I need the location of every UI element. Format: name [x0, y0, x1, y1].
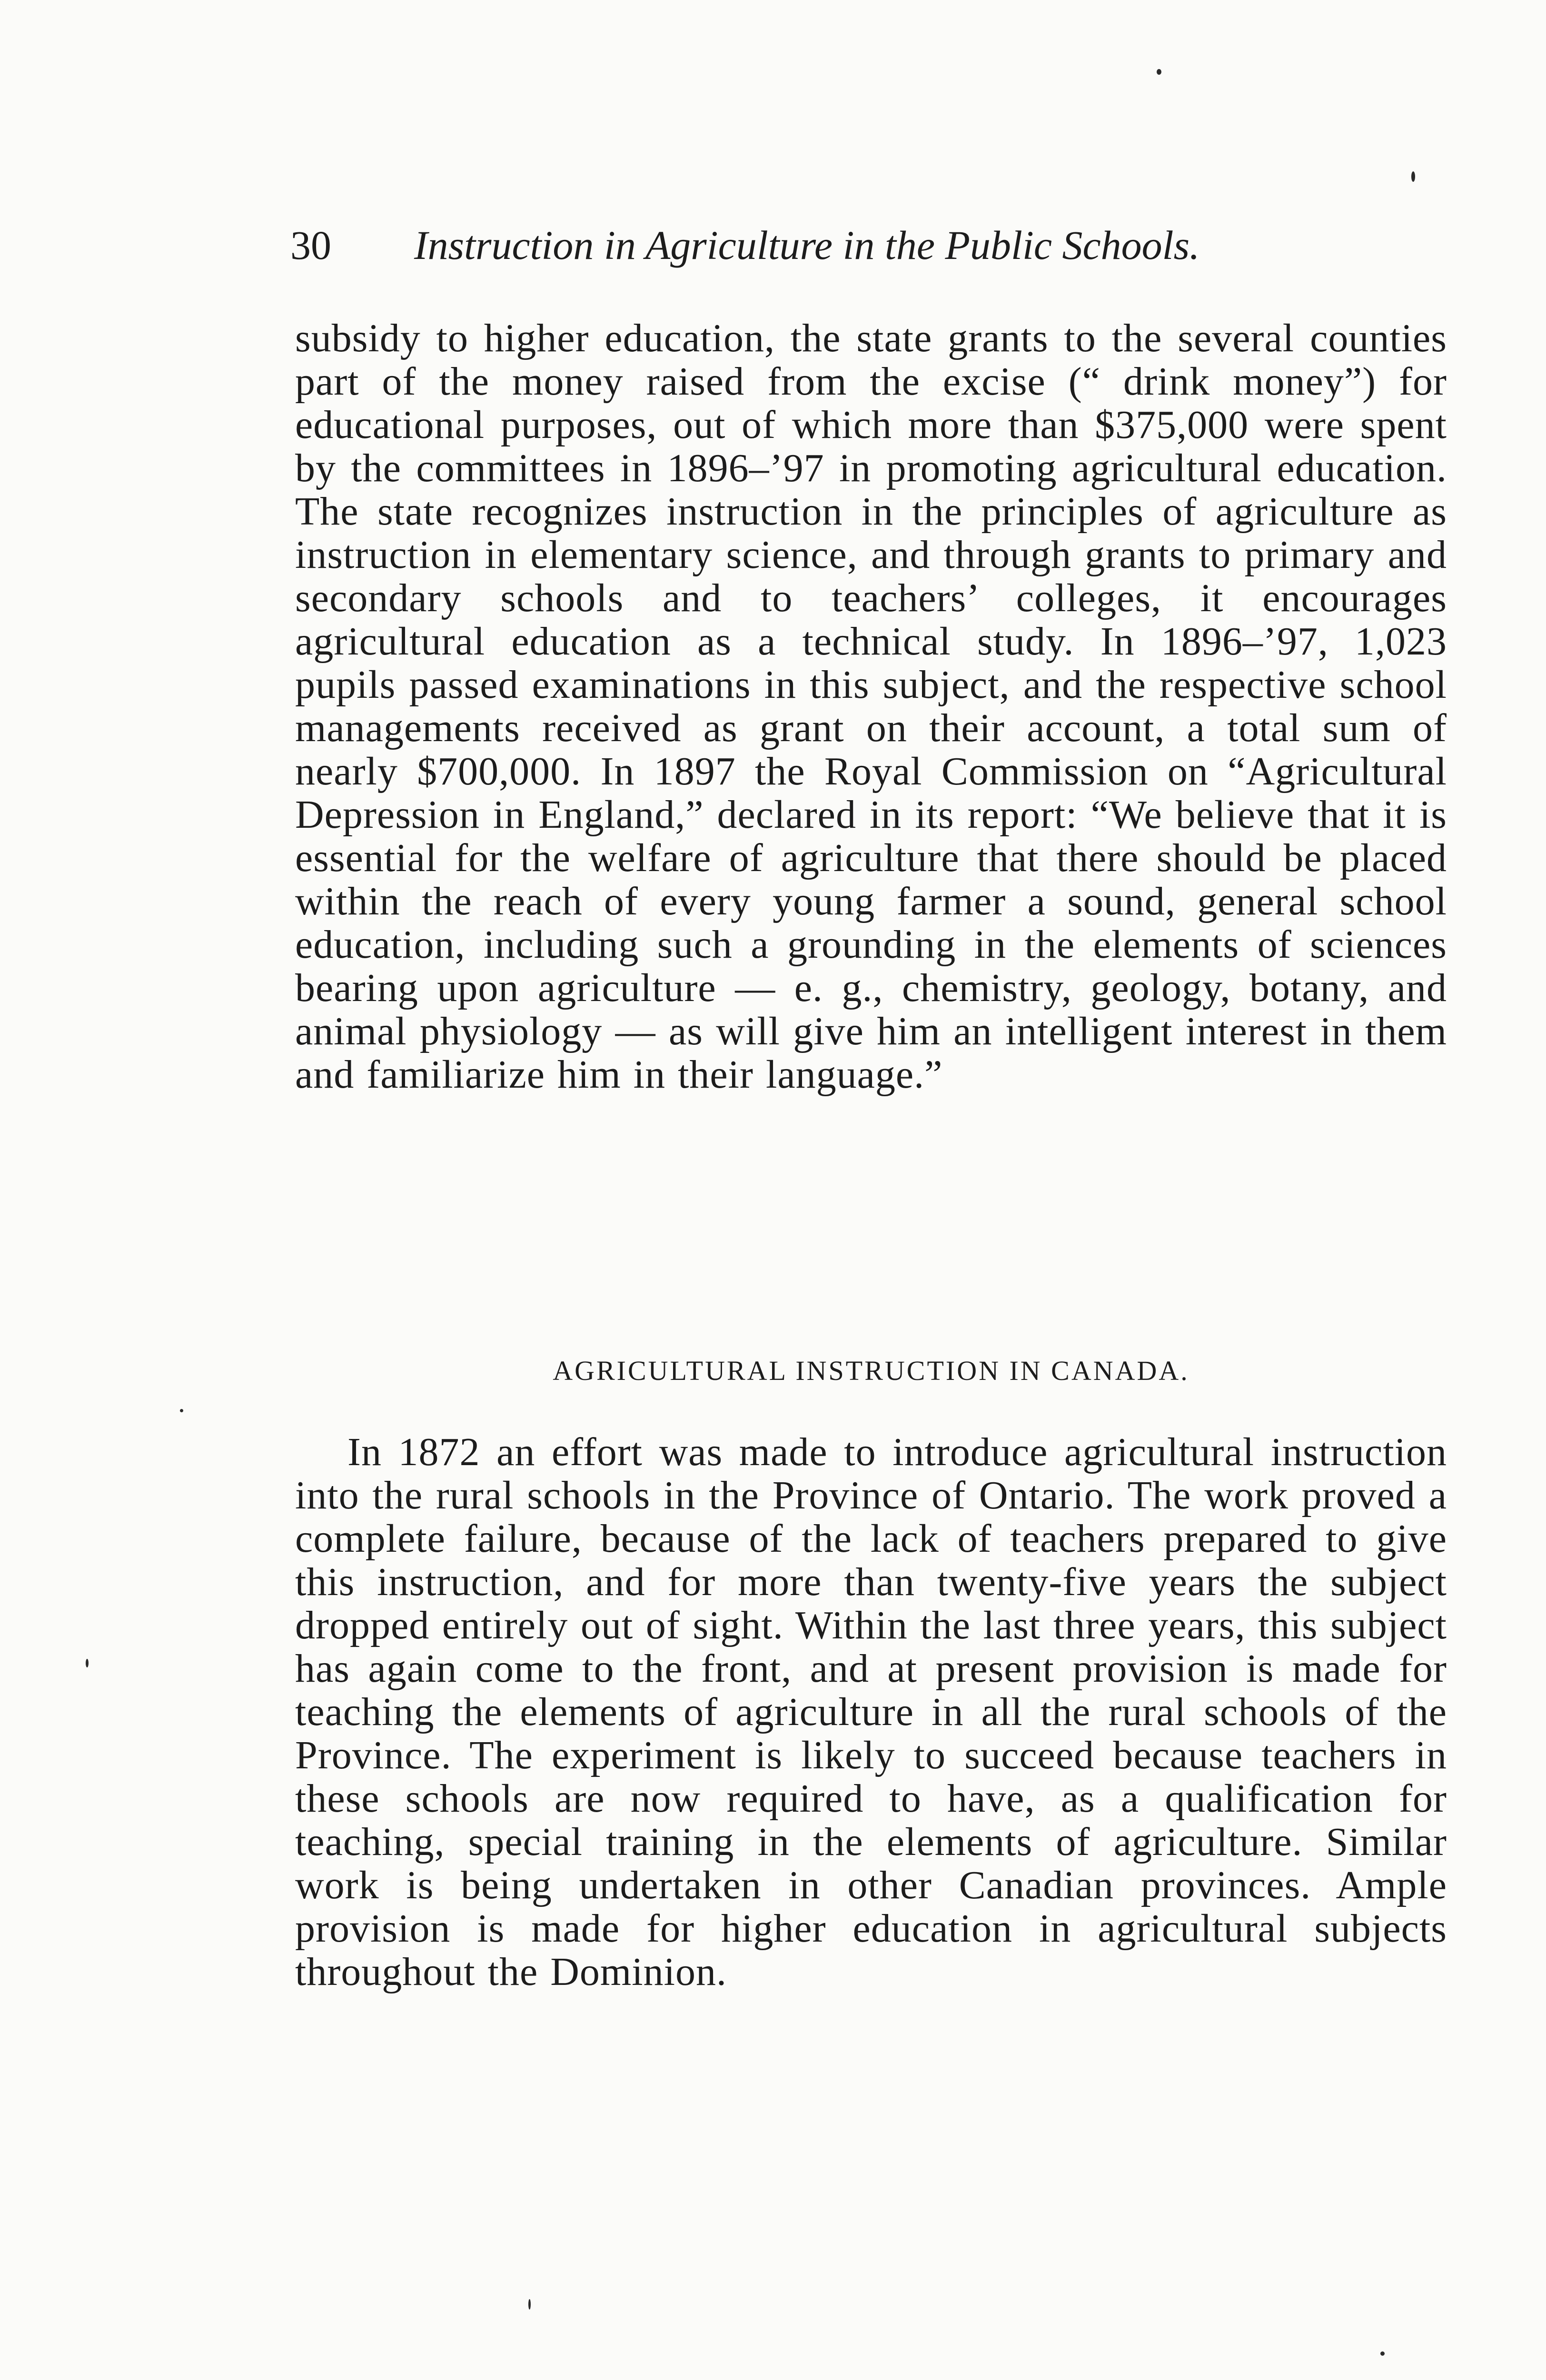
section-heading: AGRICULTURAL INSTRUCTION IN CANADA. — [553, 1355, 1189, 1386]
scan-speck — [86, 1659, 89, 1667]
body-paragraph-1: subsidy to higher education, the state grants to the several counties part of the money raised from the excise (“ drink money”) for educational purposes, out of which more than $375,000 were spent by the committees in 1896–’97 in promoting agricultural education. The state recognizes instruction in the principles of agriculture as instruction in elementary science, and through grants to primary and secondary schools and to teachers’ colleges, it encourages agricultural education as a technical study. In 1896–’97, 1,023 pupils passed examinations in this subject, and the respective school managements received as grant on their account, a total sum of nearly $700,000. In 1897 the Royal Commission on “Agricultural Depression in England,” declared in its report: “We believe that it is essential for the welfare of agriculture that there should be placed within the reach of every young farmer a sound, general school education, including such a grounding in the elements of sciences bearing upon agriculture — e. g., chemistry, geology, botany, and animal physiology — as will give him an intelligent interest in them and familiarize him in their language.” — [295, 316, 1447, 1097]
scan-speck — [1157, 69, 1161, 75]
body-paragraph-2: In 1872 an effort was made to introduce agricultural instruction into the rural schools in the Province of Ontario. The work proved a complete failure, because of the lack of teachers prepared to give this instruction, and for more than twenty-five years the subject dropped entirely out of sight. Within the last three years, this subject has again come to the front, and at present provision is made for teaching the elements of agriculture in all the rural schools of the Province. The experiment is likely to succeed because teachers in these schools are now required to have, as a qualification for teaching, special training in the elements of agriculture. Similar work is being undertaken in other Canadian provinces. Ample provision is made for higher education in agricultural subjects throughout the Dominion. — [295, 1430, 1447, 1994]
running-header — [290, 217, 1352, 274]
scan-speck — [1411, 171, 1415, 182]
scan-speck — [528, 2299, 531, 2310]
scan-speck — [1380, 2351, 1385, 2356]
page-number: 30 — [290, 222, 331, 268]
scan-speck — [180, 1409, 183, 1412]
running-title: Instruction in Agriculture in the Public Schools. — [414, 222, 1200, 268]
